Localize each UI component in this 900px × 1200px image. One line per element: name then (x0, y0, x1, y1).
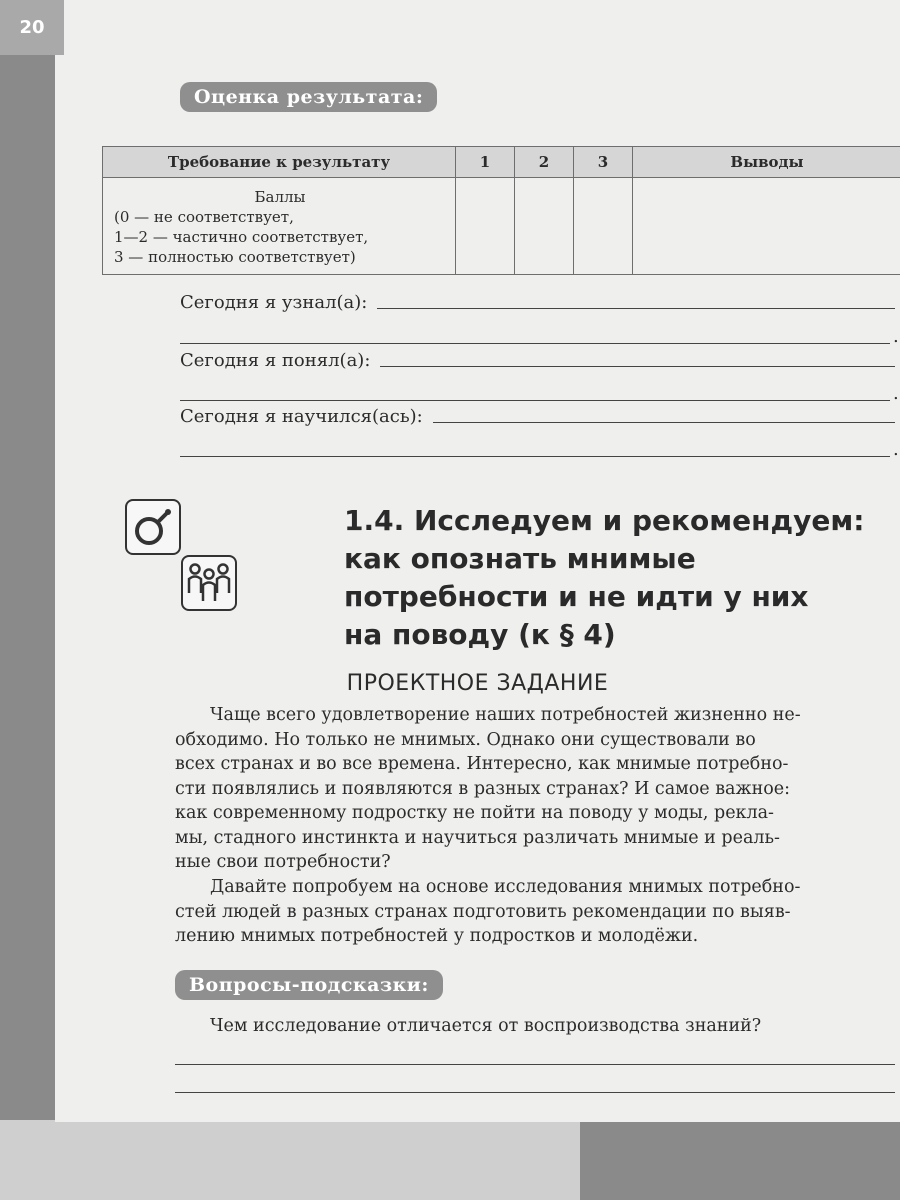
understood-answer-line[interactable] (380, 365, 895, 367)
taught-period: . (893, 439, 899, 460)
table-row (103, 178, 900, 275)
conclusions-cell[interactable] (633, 178, 900, 275)
p2-line-1: стей людей в разных странах подготовить рекомендации по выяв- (175, 901, 791, 922)
evaluation-label: Оценка результата: (180, 82, 437, 112)
p1-line-3: сти появлялись и появляются в разных странах? И самое важное: (175, 778, 791, 799)
answer-line-2[interactable] (175, 1092, 895, 1093)
p1-line-4: как современному подростку не пойти на поводу у моды, рекла- (175, 803, 774, 823)
learned-row (180, 292, 895, 313)
evaluation-table (102, 146, 900, 275)
page-number: 20 (0, 0, 64, 55)
project-paragraph-1 (175, 703, 895, 875)
section-title-line-3: на поводу (к § 4) (344, 618, 616, 651)
p1-line-0: Чаще всего удовлетворение наших потребностей жизненно не- (210, 705, 801, 725)
taught-label: Сегодня я научился(ась): (180, 406, 423, 427)
section-title-line-2: потребности и не идти у них (344, 580, 809, 613)
header-score-1: 1 (456, 147, 515, 178)
learned-answer-line-2[interactable] (180, 343, 890, 344)
understood-label: Сегодня я понял(а): (180, 350, 371, 371)
learned-period: . (893, 326, 899, 347)
project-title: ПРОЕКТНОЕ ЗАДАНИЕ (346, 671, 609, 696)
table-header-row (103, 147, 900, 178)
p2-line-2: лению мнимых потребностей у подростков и молодёжи. (175, 926, 699, 946)
score-legend-cell (103, 178, 456, 275)
taught-answer-line[interactable] (433, 421, 895, 423)
people-icon (181, 555, 237, 611)
p1-line-5: мы, стадного инстинкта и научиться различать мнимые и реаль- (175, 827, 780, 848)
score-line-2: 3 — полностью соответствует) (114, 248, 356, 266)
taught-row (180, 406, 895, 427)
score-cell-3[interactable] (574, 178, 633, 275)
header-score-2: 2 (515, 147, 574, 178)
project-paragraph-2 (175, 875, 895, 949)
header-requirement: Требование к результату (103, 147, 456, 178)
answer-line-1[interactable] (175, 1064, 895, 1065)
score-line-1: 1—2 — частично соответствует, (114, 228, 369, 246)
section-title-line-1: как опознать мнимые (344, 542, 696, 575)
taught-answer-line-2[interactable] (180, 456, 890, 457)
section-title (344, 502, 884, 654)
header-conclusions: Выводы (633, 147, 900, 178)
header-score-3: 3 (574, 147, 633, 178)
hint-question-1: Чем исследование отличается от воспроизводства знаний? (210, 1016, 762, 1036)
p2-line-0: Давайте попробуем на основе исследования мнимых потребно- (210, 877, 801, 897)
score-title: Баллы (254, 188, 306, 206)
learned-answer-line[interactable] (377, 307, 895, 309)
workbook-page (19, 0, 900, 1122)
p1-line-1: обходимо. Но только не мнимых. Однако они существовали во (175, 729, 756, 750)
understood-period: . (893, 383, 899, 404)
score-cell-2[interactable] (515, 178, 574, 275)
background-strip-bottom (0, 1120, 580, 1200)
p1-line-6: ные свои потребности? (175, 852, 391, 872)
understood-answer-line-2[interactable] (180, 400, 890, 401)
score-cell-1[interactable] (456, 178, 515, 275)
magnifier-icon (125, 499, 181, 555)
p1-line-2: всех странах и во все времена. Интересно, как мнимые потребно- (175, 754, 789, 774)
section-title-line-0: 1.4. Исследуем и рекомендуем: (344, 504, 865, 537)
hints-label: Вопросы-подсказки: (175, 970, 443, 1000)
score-line-0: (0 — не соответствует, (114, 208, 294, 226)
understood-row (180, 350, 895, 371)
learned-label: Сегодня я узнал(а): (180, 292, 368, 313)
